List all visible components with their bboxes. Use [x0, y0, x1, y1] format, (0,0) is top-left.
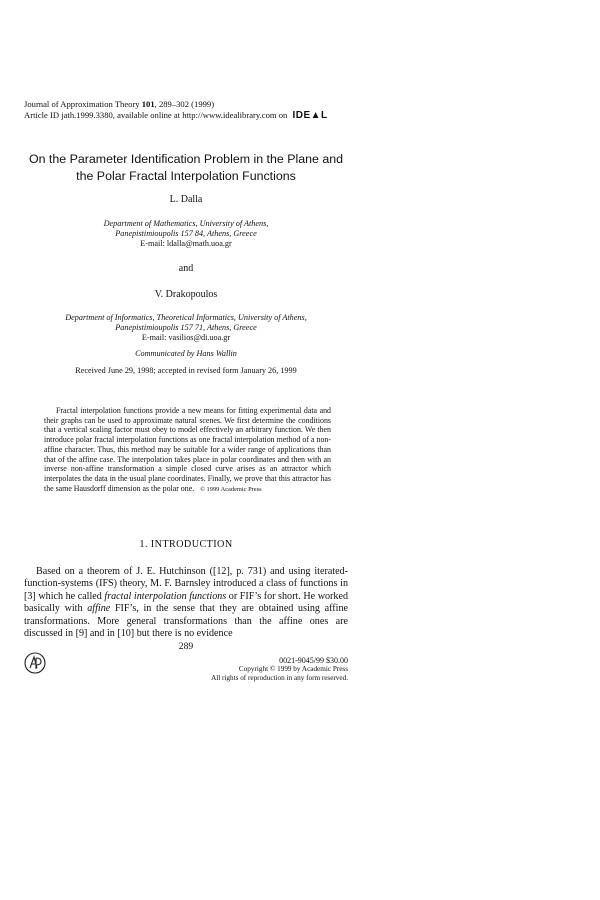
author1-email: E-mail: ldalla@math.uoa.gr: [140, 239, 232, 248]
paper-title: On the Parameter Identification Problem in the Plane and the Polar Fractal Interpolation Functions: [28, 152, 344, 183]
abstract-copyright: © 1999 Academic Press: [200, 485, 262, 493]
intro-paragraph: Based on a theorem of J. E. Hutchinson ([12], p. 731) and using iterated-function-systems (IFS) theory, M. F. Barnsley introduced a class of functions in [3] which he called fractal interpolation functions or FIF’s for short. He worked basically with affine FIF’s, in the sense that they are obtained using affine transformations. More general transformations than the affine ones are discussed in [9] and in [10] but there is no evidence: [24, 566, 348, 640]
communicated-by: Communicated by Hans Wallin: [135, 349, 237, 358]
volume-number: 101: [141, 99, 155, 109]
idealibrary-link[interactable]: Article ID jath.1999.3380, available online at http://www.idealibrary.com on: [24, 109, 288, 120]
author1-affiliation: Department of Mathematics, University of Athens, Panepistimioupolis 157 84, Athens, Greece E-mail: ldalla@math.uoa.gr: [0, 219, 372, 249]
received-dates: Received June 29, 1998; accepted in revised form January 26, 1999: [75, 366, 297, 375]
abstract: Fractal interpolation functions provide a new means for fitting experimental data and their graphs can be used to approximate natural scenes. We first determine the conditions that a vertical scaling factor must obey to model effectively an arbitrary function. We then introduce polar fractal interpolation functions as one fractal interpolation method of a non-affine character. Thus, this method may be suitable for a wider range of applications than that of the affine case. The interpolation takes place in polar coordinates and then with an inverse non-affine transformation a simple closed curve arises as an attractor which interpolates the data in the usual plane coordinates. Finally, we prove that this attractor has the same Hausdorff dimension as the polar one. © 1999 Academic Press: [44, 406, 331, 493]
page-number: 289: [178, 641, 194, 652]
journal-header: [24, 99, 328, 121]
author-name-drakopoulos: V. Drakopoulos: [154, 289, 218, 300]
author2-affiliation: Department of Informatics, Theoretical Informatics, University of Athens, Panepistimioupolis 157 71, Athens, Greece E-mail: vasilios@di.uoa.gr: [0, 313, 372, 343]
academic-press-logo: [24, 652, 46, 674]
ideal-logo: IDE▲L: [292, 109, 328, 121]
article-id-line: [24, 110, 328, 122]
footer-copyright: 0021-9045/99 $30.00 Copyright © 1999 by Academic Press All rights of reproduction in any form reserved.: [200, 656, 348, 683]
journal-line: Journal of Approximation Theory 101, 289–302 (1999): [24, 99, 215, 109]
author-name-dalla: L. Dalla: [169, 194, 203, 205]
author2-email: E-mail: vasilios@di.uoa.gr: [141, 333, 231, 342]
issn-price: 0021-9045/99 $30.00: [279, 656, 348, 665]
section-heading: 1. INTRODUCTION: [139, 539, 233, 550]
and-separator: and: [178, 263, 194, 274]
